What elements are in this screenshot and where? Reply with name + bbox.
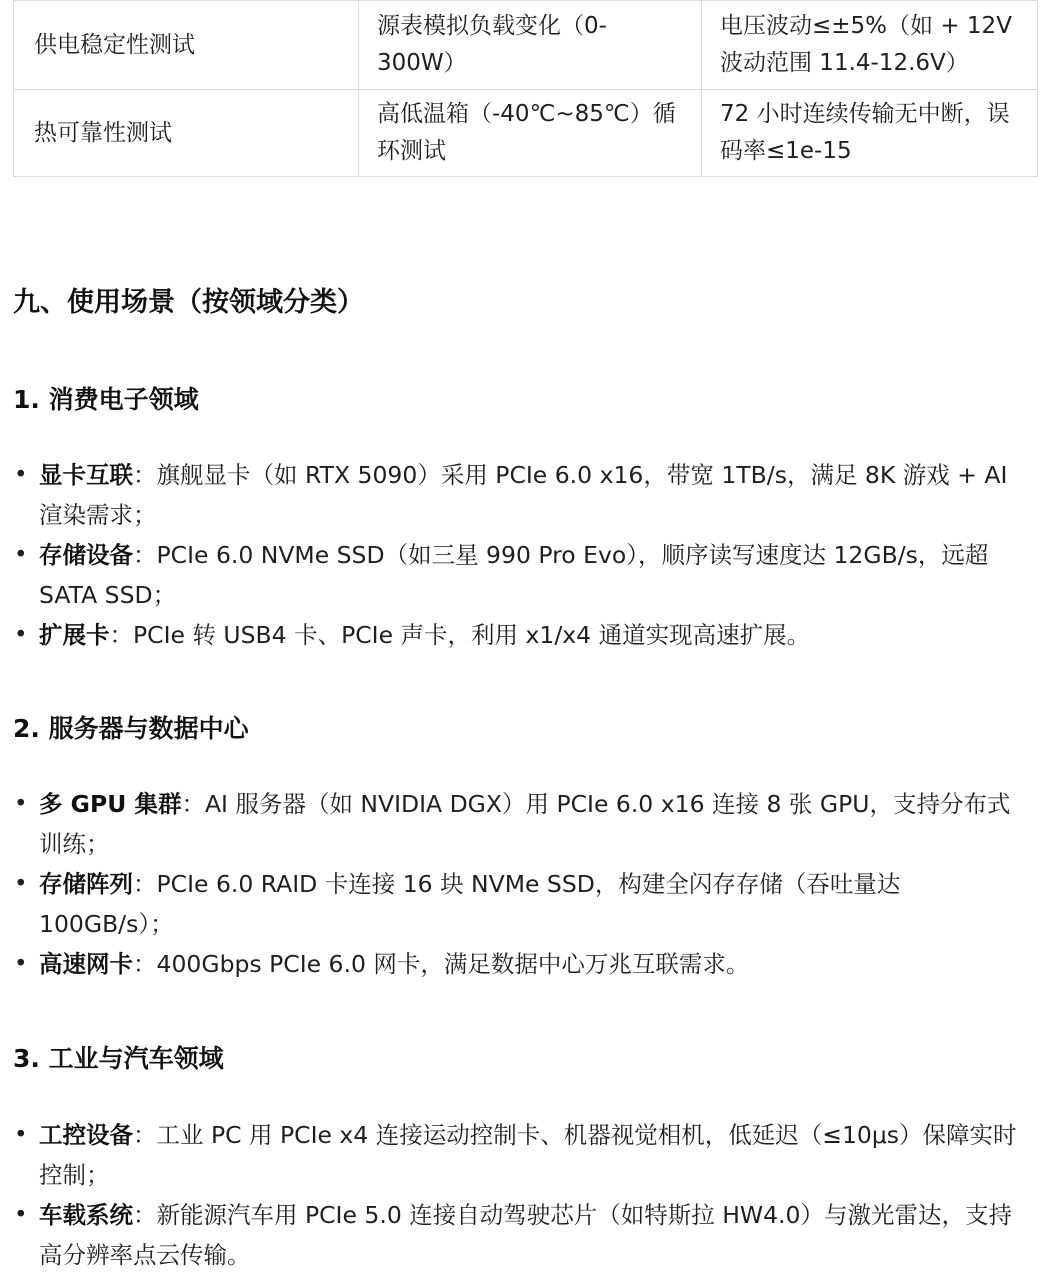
list-item-text: 旗舰显卡（如 RTX 5090）采用 PCIe 6.0 x16，带宽 1TB/s，满足 8K 游戏 + AI 渲染需求； bbox=[39, 461, 1008, 529]
table-cell-test-name: 热可靠性测试 bbox=[14, 90, 359, 177]
subsection-heading: 3. 工业与汽车领域 bbox=[13, 1044, 224, 1073]
list-item-separator: ： bbox=[133, 1201, 157, 1229]
list-item-separator: ： bbox=[181, 790, 205, 818]
list-item-separator: ： bbox=[133, 1121, 157, 1149]
test-table bbox=[13, 0, 1038, 177]
list-item-text: 新能源汽车用 PCIe 5.0 连接自动驾驶芯片（如特斯拉 HW4.0）与激光雷达，支持高分辨率点云传输。 bbox=[39, 1201, 1013, 1269]
table-row bbox=[14, 1, 1038, 90]
bullet-icon: • bbox=[14, 622, 28, 648]
bullet-list bbox=[0, 784, 1030, 984]
list-item-text: PCIe 转 USB4 卡、PCIe 声卡，利用 x1/x4 通道实现高速扩展。 bbox=[133, 621, 811, 649]
list-item-separator: ： bbox=[133, 870, 157, 898]
bullet-icon: • bbox=[14, 871, 28, 897]
bullet-icon: • bbox=[14, 542, 28, 568]
list-item bbox=[0, 535, 1030, 615]
section-heading: 九、使用场景（按领域分类） bbox=[13, 287, 364, 318]
table-cell-test-name: 供电稳定性测试 bbox=[14, 1, 359, 90]
list-item-separator: ： bbox=[133, 541, 157, 569]
list-item bbox=[0, 864, 1030, 944]
list-item-term: 存储阵列 bbox=[39, 870, 133, 898]
list-item-term: 车载系统 bbox=[39, 1201, 133, 1229]
list-item bbox=[0, 1195, 1030, 1275]
list-item-term: 工控设备 bbox=[39, 1121, 133, 1149]
bullet-icon: • bbox=[14, 951, 28, 977]
list-item bbox=[0, 615, 1030, 655]
list-item-text: PCIe 6.0 RAID 卡连接 16 块 NVMe SSD，构建全闪存存储（吞吐量达 100GB/s）； bbox=[39, 870, 901, 938]
list-item-text: AI 服务器（如 NVIDIA DGX）用 PCIe 6.0 x16 连接 8 张 GPU，支持分布式训练； bbox=[39, 790, 1011, 858]
bullet-icon: • bbox=[14, 791, 28, 817]
list-item-term: 存储设备 bbox=[39, 541, 133, 569]
table-cell-test-criteria: 电压波动≤±5%（如 + 12V 波动范围 11.4-12.6V） bbox=[702, 1, 1038, 90]
list-item bbox=[0, 1115, 1030, 1195]
list-item-term: 显卡互联 bbox=[39, 461, 133, 489]
table-cell-test-method: 源表模拟负载变化（0-300W） bbox=[359, 1, 702, 90]
table-cell-test-criteria: 72 小时连续传输无中断，误码率≤1e-15 bbox=[702, 90, 1038, 177]
bullet-icon: • bbox=[14, 1122, 28, 1148]
list-item-separator: ： bbox=[109, 621, 133, 649]
list-item-text: 工业 PC 用 PCIe x4 连接运动控制卡、机器视觉相机，低延迟（≤10μs）保障实时控制； bbox=[39, 1121, 1017, 1189]
list-item-separator: ： bbox=[133, 950, 157, 978]
bullet-list bbox=[0, 455, 1030, 655]
list-item-term: 多 GPU 集群 bbox=[39, 790, 182, 818]
subsection-heading: 1. 消费电子领域 bbox=[13, 385, 199, 414]
list-item-term: 高速网卡 bbox=[39, 950, 133, 978]
table-row bbox=[14, 90, 1038, 177]
list-item bbox=[0, 944, 1030, 984]
list-item-term: 扩展卡 bbox=[39, 621, 110, 649]
list-item bbox=[0, 455, 1030, 535]
list-item bbox=[0, 784, 1030, 864]
table-cell-test-method: 高低温箱（-40℃~85℃）循环测试 bbox=[359, 90, 702, 177]
list-item-separator: ： bbox=[133, 461, 157, 489]
list-item-text: PCIe 6.0 NVMe SSD（如三星 990 Pro Evo），顺序读写速度达 12GB/s，远超 SATA SSD； bbox=[39, 541, 989, 609]
subsection-heading: 2. 服务器与数据中心 bbox=[13, 714, 249, 743]
bullet-list bbox=[0, 1115, 1030, 1275]
bullet-icon: • bbox=[14, 1202, 28, 1228]
list-item-text: 400Gbps PCIe 6.0 网卡，满足数据中心万兆互联需求。 bbox=[156, 950, 750, 978]
bullet-icon: • bbox=[14, 462, 28, 488]
